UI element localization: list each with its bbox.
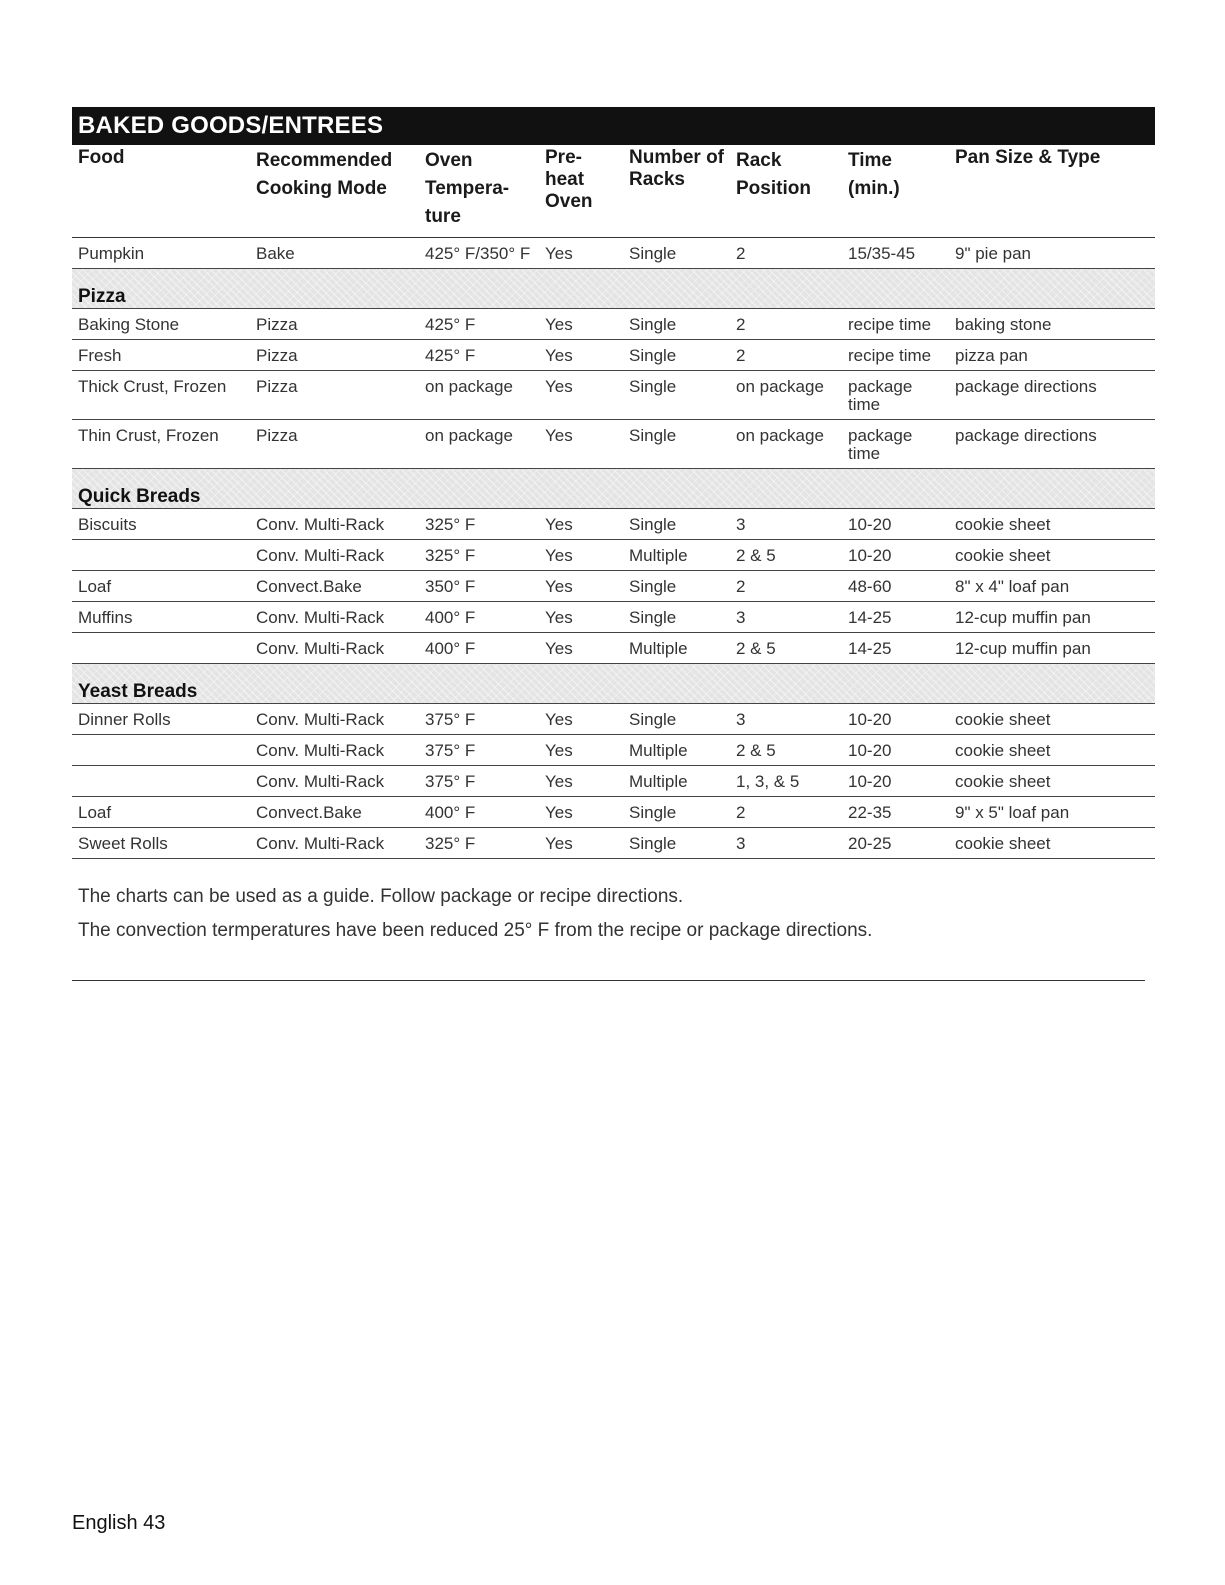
cell-mode: Conv. Multi-Rack (250, 509, 419, 540)
cell-temp: 325° F (419, 828, 539, 859)
cell-food (72, 633, 250, 664)
cell-racks: Single (623, 704, 730, 735)
cell-time: 10-20 (842, 766, 949, 797)
cell-temp: 400° F (419, 633, 539, 664)
cell-racks: Single (623, 602, 730, 633)
cooking-table (72, 145, 1155, 859)
cell-position: 1, 3, & 5 (730, 766, 842, 797)
cell-time: 48-60 (842, 571, 949, 602)
cell-position: 3 (730, 828, 842, 859)
cell-pan: cookie sheet (949, 828, 1155, 859)
cell-food: Loaf (72, 797, 250, 828)
cell-mode: Convect.Bake (250, 797, 419, 828)
cell-racks: Single (623, 238, 730, 269)
cell-temp: 350° F (419, 571, 539, 602)
table-row (72, 340, 1155, 371)
table-row (72, 238, 1155, 269)
cell-racks: Multiple (623, 633, 730, 664)
cell-pan: cookie sheet (949, 509, 1155, 540)
table-row (72, 509, 1155, 540)
cell-position: 3 (730, 602, 842, 633)
header-racks: Number of Racks (623, 145, 730, 238)
cooking-chart (72, 107, 1155, 859)
cell-time: recipe time (842, 340, 949, 371)
cell-time: 10-20 (842, 735, 949, 766)
table-row (72, 735, 1155, 766)
cell-racks: Single (623, 309, 730, 340)
table-row (72, 828, 1155, 859)
table-row (72, 797, 1155, 828)
cell-preheat: Yes (539, 633, 623, 664)
table-row (72, 602, 1155, 633)
cell-pan: package directions (949, 420, 1155, 469)
cell-food: Dinner Rolls (72, 704, 250, 735)
cell-food: Sweet Rolls (72, 828, 250, 859)
cell-mode: Pizza (250, 340, 419, 371)
header-food: Food (72, 145, 250, 238)
cell-racks: Single (623, 371, 730, 420)
cell-time: 22-35 (842, 797, 949, 828)
cell-position: on package (730, 420, 842, 469)
cell-racks: Single (623, 571, 730, 602)
table-body (72, 238, 1155, 859)
cell-racks: Single (623, 797, 730, 828)
divider (72, 980, 1145, 981)
cell-pan: 12-cup muffin pan (949, 602, 1155, 633)
cell-mode: Pizza (250, 371, 419, 420)
cell-food: Thin Crust, Frozen (72, 420, 250, 469)
section-row (72, 469, 1155, 509)
cell-food: Baking Stone (72, 309, 250, 340)
table-row (72, 766, 1155, 797)
cell-mode: Conv. Multi-Rack (250, 766, 419, 797)
table-row (72, 704, 1155, 735)
cell-temp: 375° F (419, 735, 539, 766)
cell-time: 14-25 (842, 633, 949, 664)
cell-food: Thick Crust, Frozen (72, 371, 250, 420)
header-pan: Pan Size & Type (949, 145, 1155, 238)
cell-preheat: Yes (539, 371, 623, 420)
cell-preheat: Yes (539, 340, 623, 371)
cell-food: Loaf (72, 571, 250, 602)
page-footer: English 43 (72, 1512, 166, 1534)
header-time: Time (min.) (842, 145, 949, 238)
cell-pan: 9" x 5" loaf pan (949, 797, 1155, 828)
cell-temp: 425° F/350° F (419, 238, 539, 269)
cell-racks: Multiple (623, 540, 730, 571)
cell-mode: Pizza (250, 420, 419, 469)
cell-position: 2 (730, 797, 842, 828)
cell-racks: Multiple (623, 735, 730, 766)
cell-temp: 425° F (419, 340, 539, 371)
cell-temp: 400° F (419, 797, 539, 828)
cell-position: 2 (730, 571, 842, 602)
cell-time: 14-25 (842, 602, 949, 633)
cell-preheat: Yes (539, 602, 623, 633)
cell-food: Fresh (72, 340, 250, 371)
cell-preheat: Yes (539, 509, 623, 540)
cell-position: 2 (730, 340, 842, 371)
cell-racks: Single (623, 340, 730, 371)
table-row (72, 633, 1155, 664)
cell-preheat: Yes (539, 766, 623, 797)
table-row (72, 371, 1155, 420)
cell-temp: 325° F (419, 540, 539, 571)
cell-mode: Conv. Multi-Rack (250, 735, 419, 766)
cell-preheat: Yes (539, 704, 623, 735)
table-row (72, 540, 1155, 571)
cell-food: Pumpkin (72, 238, 250, 269)
header-position: Rack Position (730, 145, 842, 238)
cell-food (72, 735, 250, 766)
cell-mode: Conv. Multi-Rack (250, 540, 419, 571)
section-label: Pizza (72, 269, 1155, 309)
cell-temp: 375° F (419, 766, 539, 797)
cell-position: 3 (730, 509, 842, 540)
header-preheat: Pre- heat Oven (539, 145, 623, 238)
cell-pan: package directions (949, 371, 1155, 420)
note-convection: The convection termperatures have been reduced 25° F from the recipe or package directions. (78, 920, 873, 941)
cell-time: package time (842, 371, 949, 420)
cell-pan: 8" x 4" loaf pan (949, 571, 1155, 602)
cell-food (72, 766, 250, 797)
cell-mode: Pizza (250, 309, 419, 340)
cell-pan: baking stone (949, 309, 1155, 340)
table-row (72, 571, 1155, 602)
notes (78, 880, 1148, 948)
cell-pan: cookie sheet (949, 704, 1155, 735)
cell-position: on package (730, 371, 842, 420)
cell-pan: 12-cup muffin pan (949, 633, 1155, 664)
cell-preheat: Yes (539, 571, 623, 602)
cell-position: 2 (730, 309, 842, 340)
cell-position: 2 & 5 (730, 633, 842, 664)
cell-time: 15/35-45 (842, 238, 949, 269)
section-label: Yeast Breads (72, 664, 1155, 704)
cell-temp: on package (419, 420, 539, 469)
header-row (72, 145, 1155, 238)
cell-pan: pizza pan (949, 340, 1155, 371)
cell-mode: Bake (250, 238, 419, 269)
cell-mode: Conv. Multi-Rack (250, 602, 419, 633)
cell-temp: 425° F (419, 309, 539, 340)
cell-food: Biscuits (72, 509, 250, 540)
section-label: Quick Breads (72, 469, 1155, 509)
table-row (72, 420, 1155, 469)
cell-time: 10-20 (842, 509, 949, 540)
cell-time: 10-20 (842, 704, 949, 735)
cell-position: 2 (730, 238, 842, 269)
cell-position: 3 (730, 704, 842, 735)
cell-racks: Multiple (623, 766, 730, 797)
cell-mode: Conv. Multi-Rack (250, 633, 419, 664)
cell-time: recipe time (842, 309, 949, 340)
cell-preheat: Yes (539, 420, 623, 469)
cell-temp: 325° F (419, 509, 539, 540)
cell-position: 2 & 5 (730, 540, 842, 571)
header-mode: Recommended Cooking Mode (250, 145, 419, 238)
cell-position: 2 & 5 (730, 735, 842, 766)
cell-racks: Single (623, 828, 730, 859)
cell-temp: on package (419, 371, 539, 420)
cell-racks: Single (623, 509, 730, 540)
cell-mode: Conv. Multi-Rack (250, 704, 419, 735)
cell-preheat: Yes (539, 238, 623, 269)
cell-preheat: Yes (539, 540, 623, 571)
cell-preheat: Yes (539, 309, 623, 340)
cell-preheat: Yes (539, 828, 623, 859)
note-guide: The charts can be used as a guide. Follow package or recipe directions. (78, 886, 684, 907)
cell-pan: cookie sheet (949, 540, 1155, 571)
cell-pan: cookie sheet (949, 766, 1155, 797)
cell-pan: cookie sheet (949, 735, 1155, 766)
cell-temp: 400° F (419, 602, 539, 633)
cell-time: package time (842, 420, 949, 469)
cell-temp: 375° F (419, 704, 539, 735)
chart-title: BAKED GOODS/ENTREES (72, 107, 1155, 145)
cell-time: 10-20 (842, 540, 949, 571)
section-row (72, 269, 1155, 309)
cell-racks: Single (623, 420, 730, 469)
cell-food (72, 540, 250, 571)
cell-preheat: Yes (539, 735, 623, 766)
table-row (72, 309, 1155, 340)
header-temp: Oven Tempera- ture (419, 145, 539, 238)
cell-food: Muffins (72, 602, 250, 633)
section-row (72, 664, 1155, 704)
cell-preheat: Yes (539, 797, 623, 828)
cell-time: 20-25 (842, 828, 949, 859)
cell-mode: Convect.Bake (250, 571, 419, 602)
cell-pan: 9" pie pan (949, 238, 1155, 269)
cell-mode: Conv. Multi-Rack (250, 828, 419, 859)
